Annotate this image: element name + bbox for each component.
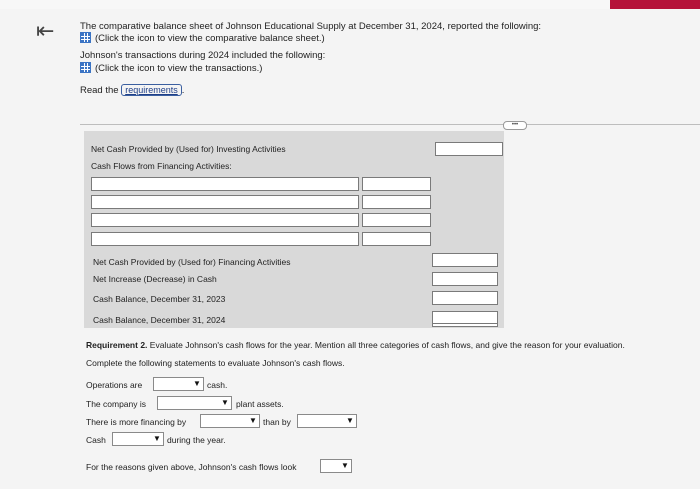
financing-item-1-input[interactable] — [91, 177, 359, 191]
requirement2-title: Requirement 2. — [86, 340, 148, 350]
dropdown-arrow-icon: ▼ — [249, 416, 257, 425]
cash-change-dropdown[interactable] — [112, 432, 164, 446]
top-accent-bar — [610, 0, 700, 9]
statement-4-suffix: during the year. — [167, 435, 226, 445]
table-icon[interactable] — [80, 62, 91, 73]
requirement2-instructions: Evaluate Johnson's cash flows for the year. Mention all three categories of cash flows, and give the reason for your evaluation. — [149, 340, 625, 350]
cash-flows-evaluation-dropdown[interactable] — [320, 459, 352, 473]
company-activity-dropdown[interactable] — [157, 396, 232, 410]
financing-total-input[interactable] — [432, 253, 498, 267]
financing-item-4-input[interactable] — [91, 232, 359, 246]
requirements-link[interactable]: requirements — [121, 84, 182, 96]
transactions-link[interactable]: (Click the icon to view the transactions.) — [95, 63, 263, 74]
dropdown-arrow-icon: ▼ — [346, 416, 354, 425]
financing-amount-4-input[interactable] — [362, 232, 431, 246]
financing-amount-2-input[interactable] — [362, 195, 431, 209]
financing-item-3-input[interactable] — [91, 213, 359, 227]
balance-sheet-link-row[interactable] — [80, 32, 325, 44]
statement-1-prefix: Operations are — [86, 380, 143, 390]
financing-amount-1-input[interactable] — [362, 177, 431, 191]
complete-statements-text: Complete the following statements to evaluate Johnson's cash flows. — [86, 358, 345, 368]
table-icon[interactable] — [80, 32, 91, 43]
financing-source-1-dropdown[interactable] — [200, 414, 260, 428]
section-divider — [80, 124, 700, 125]
net-increase-label: Net Increase (Decrease) in Cash — [93, 274, 217, 284]
cash-end-label: Cash Balance, December 31, 2024 — [93, 315, 226, 325]
statement-3-middle: than by — [263, 417, 291, 427]
financing-header: Cash Flows from Financing Activities: — [91, 161, 232, 171]
top-bar — [0, 0, 700, 9]
intro-line-2: Johnson's transactions during 2024 included the following: — [80, 50, 326, 61]
dropdown-arrow-icon: ▼ — [221, 398, 229, 407]
statement-2-prefix: The company is — [86, 399, 146, 409]
statement-1-suffix: cash. — [207, 380, 228, 390]
net-increase-input[interactable] — [432, 272, 498, 286]
cash-begin-label: Cash Balance, December 31, 2023 — [93, 294, 226, 304]
transactions-link-row[interactable] — [80, 62, 262, 74]
statement-4-prefix: Cash — [86, 435, 106, 445]
financing-amount-3-input[interactable] — [362, 213, 431, 227]
dropdown-arrow-icon: ▼ — [193, 379, 201, 388]
statement-5-prefix: For the reasons given above, Johnson's cash flows look — [86, 462, 297, 472]
read-prefix: Read the — [80, 85, 119, 96]
financing-total-label: Net Cash Provided by (Used for) Financing Activities — [93, 257, 291, 267]
investing-total-label: Net Cash Provided by (Used for) Investing Activities — [91, 144, 286, 154]
intro-line-1: The comparative balance sheet of Johnson Educational Supply at December 31, 2024, reported the following: — [80, 21, 542, 32]
read-requirements-row: Read the requirements . — [80, 85, 185, 96]
balance-sheet-link[interactable]: (Click the icon to view the comparative balance sheet.) — [95, 33, 325, 44]
financing-item-2-input[interactable] — [91, 195, 359, 209]
investing-total-input[interactable] — [435, 142, 503, 156]
dropdown-arrow-icon: ▼ — [341, 461, 349, 470]
more-options-button[interactable]: ••• — [503, 121, 527, 130]
financing-source-2-dropdown[interactable] — [297, 414, 357, 428]
operations-dropdown[interactable] — [153, 377, 204, 391]
cash-begin-input[interactable] — [432, 291, 498, 305]
requirement2-row — [86, 340, 625, 350]
dropdown-arrow-icon: ▼ — [153, 434, 161, 443]
cash-end-input[interactable] — [432, 311, 498, 327]
statement-3-prefix: There is more financing by — [86, 417, 187, 427]
statement-2-suffix: plant assets. — [236, 399, 284, 409]
back-arrow-icon[interactable]: ⇤ — [36, 18, 55, 43]
